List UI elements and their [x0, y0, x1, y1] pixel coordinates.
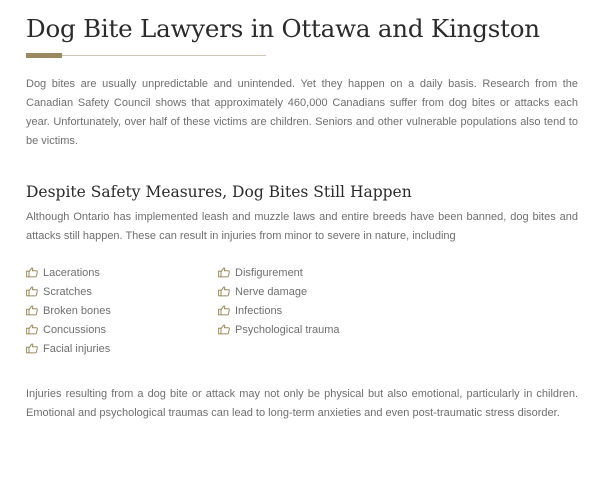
- list-item-label: Nerve damage: [235, 285, 308, 298]
- injury-list-right: [218, 263, 340, 358]
- divider-line: [26, 55, 266, 56]
- list-item-label: Facial injuries: [43, 342, 111, 355]
- list-item: [26, 263, 218, 282]
- list-item-label: Infections: [235, 304, 283, 317]
- divider-accent: [26, 53, 62, 58]
- list-item-label: Disfigurement: [235, 266, 303, 279]
- closing-paragraph: Injuries resulting from a dog bite or attack may not only be physical but also emotional, particularly in children. Emotional and psychological traumas can lead to long-term anxieties and even post-traumatic stress disorder.: [26, 388, 578, 419]
- title-divider: [26, 52, 266, 58]
- list-item: [26, 339, 218, 358]
- thumbs-up-icon: [26, 305, 38, 316]
- list-item-label: Scratches: [43, 285, 92, 298]
- thumbs-up-icon: [26, 343, 38, 354]
- list-item: [218, 301, 340, 320]
- thumbs-up-icon: [218, 286, 230, 297]
- list-item: [218, 263, 340, 282]
- page-title: Dog Bite Lawyers in Ottawa and Kingston: [26, 14, 540, 43]
- list-item: [26, 282, 218, 301]
- section-heading: Despite Safety Measures, Dog Bites Still Happen: [26, 183, 412, 201]
- thumbs-up-icon: [26, 267, 38, 278]
- list-item: [26, 301, 218, 320]
- list-item-label: Broken bones: [43, 304, 111, 317]
- list-item: [26, 320, 218, 339]
- list-item: [218, 320, 340, 339]
- thumbs-up-icon: [26, 324, 38, 335]
- list-item: [218, 282, 340, 301]
- thumbs-up-icon: [218, 305, 230, 316]
- thumbs-up-icon: [218, 267, 230, 278]
- injury-list-left: [26, 263, 218, 358]
- thumbs-up-icon: [218, 324, 230, 335]
- thumbs-up-icon: [26, 286, 38, 297]
- list-item-label: Psychological trauma: [235, 323, 340, 336]
- list-item-label: Lacerations: [43, 266, 100, 279]
- body-paragraph: Although Ontario has implemented leash and muzzle laws and entire breeds have been banned, dog bites and attacks still happen. These can result in injuries from minor to severe in nature, including: [26, 211, 578, 242]
- injury-lists: [26, 263, 578, 358]
- intro-paragraph: Dog bites are usually unpredictable and unintended. Yet they happen on a daily basis. Research from the Canadian Safety Council shows that approximately 460,000 Canadians suffer from dog bites or attacks each year. Unfortunately, over half of these victims are children. Seniors and other vulnerable populations also tend to be victims.: [26, 78, 578, 147]
- list-item-label: Concussions: [43, 323, 106, 336]
